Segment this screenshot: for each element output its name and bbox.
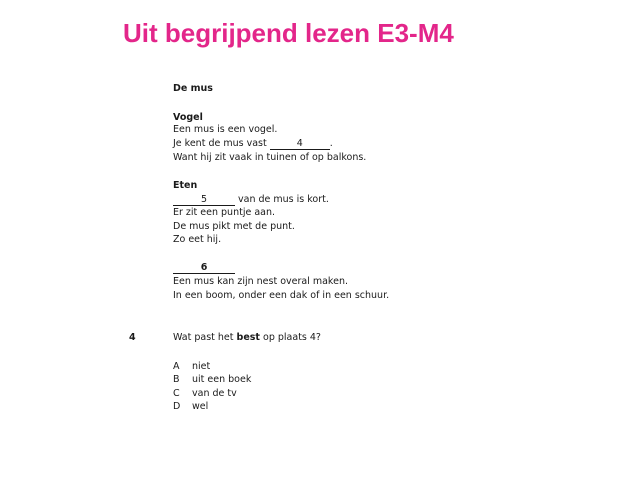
prompt-fragment: Wat past het [173,332,234,343]
text-line-with-blank-4 [173,138,333,150]
question-number: 4 [129,332,136,343]
option-text: niet [192,361,211,372]
option-letter: A [173,361,180,372]
text-line-with-blank-5 [173,194,329,206]
answer-option-d[interactable] [173,401,208,413]
text-line: Zo eet hij. [173,234,222,245]
answer-option-c[interactable] [173,388,237,400]
prompt-fragment: op plaats 4? [263,332,321,343]
text-fragment: . [329,138,333,149]
text-fragment: van de mus is kort. [238,194,329,205]
text-line: Een mus kan zijn nest overal maken. [173,276,348,287]
text-line: Want hij zit vaak in tuinen of op balkons. [173,152,367,163]
section-heading-vogel: Vogel [173,112,203,123]
text-title: De mus [173,83,213,94]
option-letter: D [173,401,181,412]
option-text: van de tv [192,388,237,399]
option-letter: C [173,388,180,399]
text-line: Er zit een puntje aan. [173,207,276,218]
section-heading-blank-6 [173,262,235,274]
answer-option-a[interactable] [173,361,210,373]
answer-blank-5: 5 [173,195,235,206]
slide-title: Uit begrijpend lezen E3-M4 [123,18,454,48]
option-letter: B [173,374,180,385]
answer-blank-6: 6 [173,263,235,274]
question-prompt [173,332,321,344]
text-fragment: Je kent de mus vast [173,138,267,149]
text-line: Een mus is een vogel. [173,124,278,135]
option-text: uit een boek [192,374,252,385]
answer-option-b[interactable] [173,374,251,386]
text-line: De mus pikt met de punt. [173,221,295,232]
section-heading-eten: Eten [173,180,198,191]
option-text: wel [192,401,209,412]
prompt-emphasis: best [236,332,260,343]
answer-blank-4: 4 [270,139,330,150]
text-line: In een boom, onder een dak of in een schuur. [173,290,390,301]
